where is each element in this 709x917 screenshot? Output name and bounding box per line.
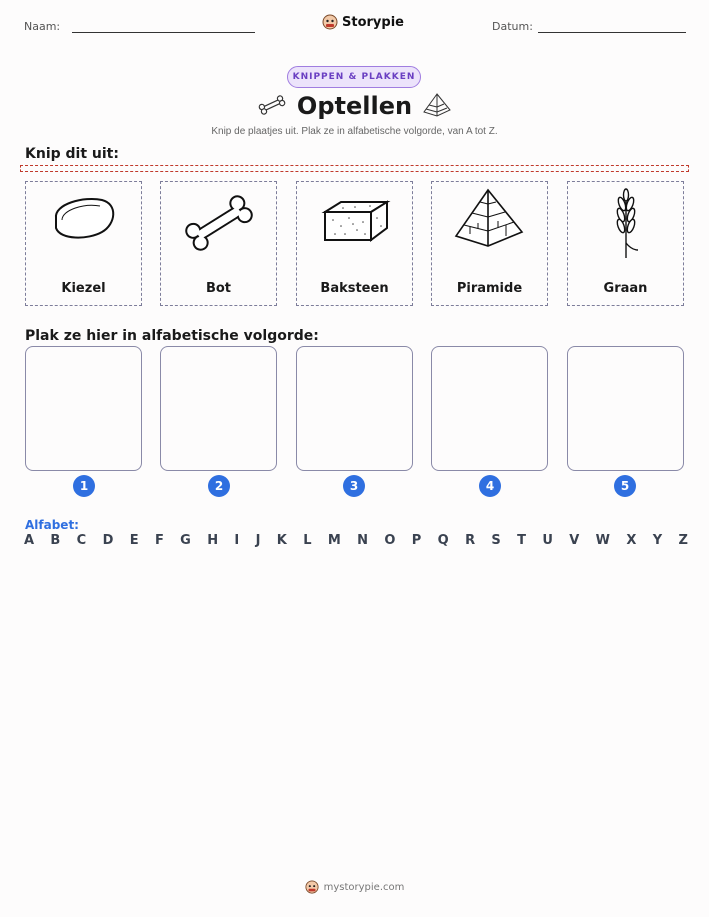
alphabet-letter: F <box>154 533 164 548</box>
brand-logo <box>322 14 404 30</box>
alphabet-letter: B <box>50 533 61 548</box>
alphabet-letter: S <box>491 533 501 548</box>
alphabet-letter: Q <box>437 533 449 548</box>
slot-number: 3 <box>343 475 365 497</box>
date-label: Datum: <box>492 20 533 33</box>
paste-heading: Plak ze hier in alfabetische volgorde: <box>25 328 319 344</box>
card-label: Graan <box>603 281 648 296</box>
paste-slot-5[interactable] <box>567 346 684 471</box>
bone-icon <box>179 188 259 258</box>
grain-icon <box>586 188 666 258</box>
alphabet-letter: W <box>595 533 611 548</box>
alphabet-letter: M <box>327 533 341 548</box>
alphabet-letter: L <box>303 533 312 548</box>
card-label: Kiezel <box>61 281 106 296</box>
pyramid-decoration-icon <box>421 92 453 118</box>
cut-card-baksteen[interactable] <box>296 181 413 306</box>
alphabet-letter: H <box>207 533 219 548</box>
storypie-mascot-icon <box>322 14 338 30</box>
alphabet-letter: Y <box>652 533 663 548</box>
alphabet-row <box>24 533 688 548</box>
alphabet-letter: O <box>384 533 396 548</box>
alphabet-letter: U <box>542 533 553 548</box>
page-title: Optellen <box>296 92 413 120</box>
pyramid-icon <box>450 188 530 258</box>
paste-slot-2[interactable] <box>160 346 277 471</box>
cut-card-bot[interactable] <box>160 181 277 306</box>
card-label: Bot <box>205 281 232 296</box>
alphabet-letter: K <box>276 533 287 548</box>
alphabet-letter: C <box>76 533 87 548</box>
cut-card-piramide[interactable] <box>431 181 548 306</box>
brand-name: Storypie <box>342 14 404 30</box>
paste-slot-1[interactable] <box>25 346 142 471</box>
paste-slot-3[interactable] <box>296 346 413 471</box>
name-label: Naam: <box>24 20 61 33</box>
cut-heading: Knip dit uit: <box>25 146 119 162</box>
alphabet-letter: V <box>569 533 580 548</box>
instructions: Knip de plaatjes uit. Plak ze in alfabetische volgorde, van A tot Z. <box>211 126 498 137</box>
alphabet-letter: G <box>180 533 191 548</box>
paste-slot-4[interactable] <box>431 346 548 471</box>
slot-number: 2 <box>208 475 230 497</box>
footer <box>0 880 709 894</box>
card-label: Piramide <box>456 281 523 296</box>
name-field-line[interactable] <box>72 32 255 33</box>
pebble-icon <box>44 188 124 258</box>
card-label: Baksteen <box>320 281 389 296</box>
alphabet-letter: J <box>255 533 261 548</box>
slot-number: 5 <box>614 475 636 497</box>
alphabet-letter: T <box>517 533 527 548</box>
slot-number: 1 <box>73 475 95 497</box>
alphabet-letter: P <box>411 533 422 548</box>
brick-icon <box>315 188 395 258</box>
slot-number: 4 <box>479 475 501 497</box>
alphabet-letter: A <box>24 533 35 548</box>
alphabet-letter: X <box>626 533 637 548</box>
alphabet-letter: R <box>465 533 476 548</box>
date-field-line[interactable] <box>538 32 686 33</box>
alphabet-letter: E <box>129 533 139 548</box>
alphabet-letter: Z <box>678 533 688 548</box>
bone-decoration-icon <box>256 94 288 116</box>
cut-card-graan[interactable] <box>567 181 684 306</box>
alphabet-letter: D <box>102 533 114 548</box>
footer-site: mystorypie.com <box>323 881 405 893</box>
category-badge: KNIPPEN & PLAKKEN <box>287 66 421 88</box>
alphabet-title: Alfabet: <box>25 518 79 532</box>
alphabet-letter: N <box>357 533 369 548</box>
alphabet-letter: I <box>234 533 240 548</box>
cut-card-kiezel[interactable] <box>25 181 142 306</box>
storypie-mascot-icon <box>305 880 319 894</box>
cut-line <box>20 165 689 172</box>
